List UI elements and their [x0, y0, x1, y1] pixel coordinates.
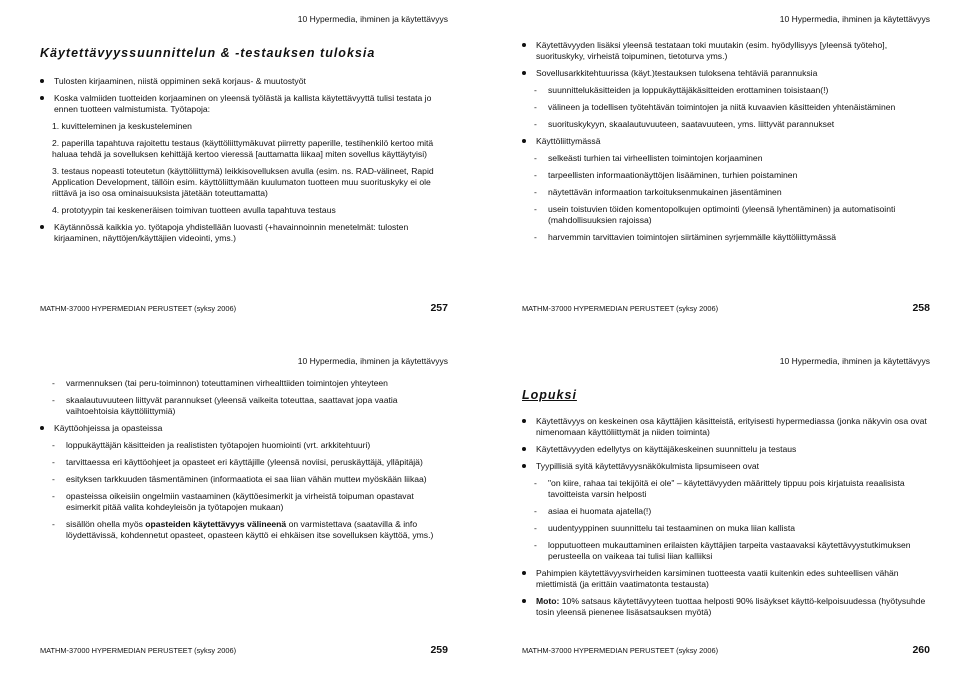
dash-item: - tarvittaessa eri käyttöohjeet ja opasteet eri käyttäjille (yleensä noviisi, peruskäyttäjä, ylläpitäjä)	[40, 457, 448, 468]
slide-body	[40, 76, 448, 250]
slide-body	[522, 40, 930, 249]
dash-item: - lopputuotteen mukauttaminen erilaisten käyttäjien tarpeita vastaavaksi käytettävyystutkimuksen perusteella on vaikeaa tai tulisi liian kalliiksi	[522, 540, 930, 562]
numbered-item: 1. kuvitteleminen ja keskusteleminen	[52, 121, 192, 131]
numbered-item: 2. paperilla tapahtuva rajoitettu testaus (käyttöliittymäkuvat piirretty paperille, testihenkilö kertoo mitä haluaa tehdä ja sovelluksen kehittäjä kertoo vieressä [auttamatta liikaa] miten sovellus käyttäytyisi)	[52, 138, 434, 159]
dash-item: - suorituskykyyn, skaalautuvuuteen, saatavuuteen, yms. liittyvät parannukset	[522, 119, 930, 130]
slide-body	[522, 416, 930, 624]
dash-item: - harvemmin tarvittavien toimintojen siirtäminen syrjemmälle käyttöliittymässä	[522, 232, 930, 243]
bullet-item: Käytettävyyden lisäksi yleensä testataan toki muutakin (esim. hyödyllisyys [yleensä työteho], suorituskyky, virheistä toipuminen, tietoturva yms.)	[522, 40, 930, 62]
page-number: 258	[912, 302, 930, 314]
bullet-item: Käytettävyys on keskeinen osa käyttäjien käsitteistä, erityisesti hypermediassa (jonka näkyvin osa ovat nimenomaan käyttöliittymät ja niiden toiminta)	[522, 416, 930, 438]
page-number: 260	[912, 644, 930, 656]
dash-item: - tarpeellisten informaationäyttöjen lisääminen, turhien poistaminen	[522, 170, 930, 181]
slide-header: 10 Hypermedia, ihminen ja käytettävyys	[779, 14, 930, 24]
slide-footer: MATHM-37000 HYPERMEDIAN PERUSTEET (syksy 2006)	[40, 646, 237, 655]
bullet-item: Pahimpien käytettävyysvirheiden karsiminen tuotteesta vaatii kuitenkin edes suhteellisen vähän miettimistä (ja erittäin vaatimatonta testausta)	[522, 568, 930, 590]
slide-header: 10 Hypermedia, ihminen ja käytettävyys	[297, 356, 448, 366]
dash-item: - välineen ja todellisen työtehtävän toimintojen ja niitä kuvaavien käsitteiden yhtenäistäminen	[522, 102, 930, 113]
dash-item: - suunnittelukäsitteiden ja loppukäyttäjäkäsitteiden erottaminen toisistaan(!)	[522, 85, 930, 96]
bullet-item: Käyttöliittymässä	[522, 136, 930, 147]
dash-item: - usein toistuvien töiden komentopolkujen optimointi (yleensä lyhentäminen) ja automatisointi (mahdollisuuksien rajoissa)	[522, 204, 930, 226]
slide-footer: MATHM-37000 HYPERMEDIAN PERUSTEET (syksy 2006)	[40, 304, 237, 313]
dash-item	[40, 519, 448, 541]
bullet-item: Käytännössä kaikkia yo. työtapoja yhdistellään luovasti (+havainnoinnin menetelmät: tulosten kirjaaminen, näyttöjen/käyttäjien videointi, yms.)	[40, 222, 448, 244]
dash-item: - näytettävän informaation tarkoituksenmukainen jäsentäminen	[522, 187, 930, 198]
dash-item: - selkeästi turhien tai virheellisten toimintojen korjaaminen	[522, 153, 930, 164]
slide-footer: MATHM-37000 HYPERMEDIAN PERUSTEET (syksy 2006)	[522, 304, 719, 313]
slide-259	[28, 356, 448, 666]
dash-item: - uudentyyppinen suunnittelu tai testaaminen on muka liian kallista	[522, 523, 930, 534]
slide-257	[28, 14, 448, 314]
bullet-item: Tyypillisiä syitä käytettävyysnäkökulmista lipsumiseen ovat	[522, 461, 930, 472]
dash-item: - varmennuksen (tai peru-toiminnon) toteuttaminen virhealttiiden toimintojen yhteyteen	[40, 378, 448, 389]
bullet-item: Koska valmiiden tuotteiden korjaaminen on yleensä työlästä ja kallista käytettävyyttä tulisi testata jo ennen tuotteen valmistumista. Työtapoja:	[40, 93, 448, 115]
dash-item: - asiaa ei huomata ajatella(!)	[522, 506, 930, 517]
item-emphasis: opasteiden käytettävyys välineenä	[145, 519, 287, 529]
slide-title: Lopuksi	[522, 388, 577, 402]
item-text: on varmistettava (saatavilla & info löydettävissä, kohdennetut opasteet, opasteen käyttö ei ehkäisen itse sovelluksen käyttöä, yms.)	[66, 519, 434, 540]
dash-item: - skaalautuvuuteen liittyvät parannukset (yleensä vaikeita toteuttaa, saattavat jopa vaatia vaihtoehtoisia käyttöliittymiä)	[40, 395, 448, 417]
slide-header: 10 Hypermedia, ihminen ja käytettävyys	[297, 14, 448, 24]
page-number: 257	[430, 302, 448, 314]
dash-item: - opasteissa oikeisiin ongelmiin vastaaminen (käyttöesimerkit ja virheistä toipuman opastavat esimerkit pitää valita kohdeyleisön ja työtapojen mukaan)	[40, 491, 448, 513]
dash-item: - loppukäyttäjän käsitteiden ja realististen työtapojen huomiointi (vrt. arkkitehtuuri)	[40, 440, 448, 451]
slide-footer: MATHM-37000 HYPERMEDIAN PERUSTEET (syksy 2006)	[522, 646, 719, 655]
slide-260	[510, 356, 930, 666]
numbered-item: 3. testaus nopeasti toteutetun (käyttöliittymä) leikkisovelluksen avulla (esim. ns. RAD-välineet, Rapid Application Development, tällöin esim. käyttöliittymään kuulumaton tuotteen muu suorituskyky ei ole riittävä ja iso osa ominaisuuksista jätetään toteuttamatta)	[52, 166, 434, 198]
slide-title: Käytettävyyssuunnittelun & -testauksen tuloksia	[40, 46, 376, 60]
item-text: sisällön ohella myös	[66, 519, 146, 529]
slide-258	[510, 14, 930, 314]
bullet-item: Sovellusarkkitehtuurissa (käyt.)testauksen tuloksena tehtäviä parannuksia	[522, 68, 930, 79]
dash-item: - "on kiire, rahaa tai tekijöitä ei ole" – käytettävyyden määrittely tippuu pois kirjatuista reaalisista tavoitteista varsin helposti	[522, 478, 930, 500]
bullet-item: Käytettävyyden edellytys on käyttäjäkeskeinen suunnittelu ja testaus	[522, 444, 930, 455]
bullet-item	[522, 596, 930, 618]
item-text: 10% satsaus käytettävyyteen tuottaa helposti 90% lisäykset käyttö-kelpoisuudessa (hyötysuhde tosin yleensä pienenee lisäsatsauksen myötä)	[536, 596, 926, 617]
slide-header: 10 Hypermedia, ihminen ja käytettävyys	[779, 356, 930, 366]
slide-body	[40, 378, 448, 547]
bullet-item: Tulosten kirjaaminen, niistä oppiminen sekä korjaus- & muutostyöt	[40, 76, 448, 87]
bullet-item: Käyttöohjeissa ja opasteissa	[40, 423, 448, 434]
numbered-item: 4. prototyypin tai keskeneräisen toimivan tuotteen avulla tapahtuva testaus	[52, 205, 336, 215]
dash-item: - esityksen tarkkuuden täsmentäminen (informaatiota ei saa liian vähän mutteи myöskään liikaa)	[40, 474, 448, 485]
page-number: 259	[430, 644, 448, 656]
item-emphasis: Moto:	[536, 596, 560, 606]
